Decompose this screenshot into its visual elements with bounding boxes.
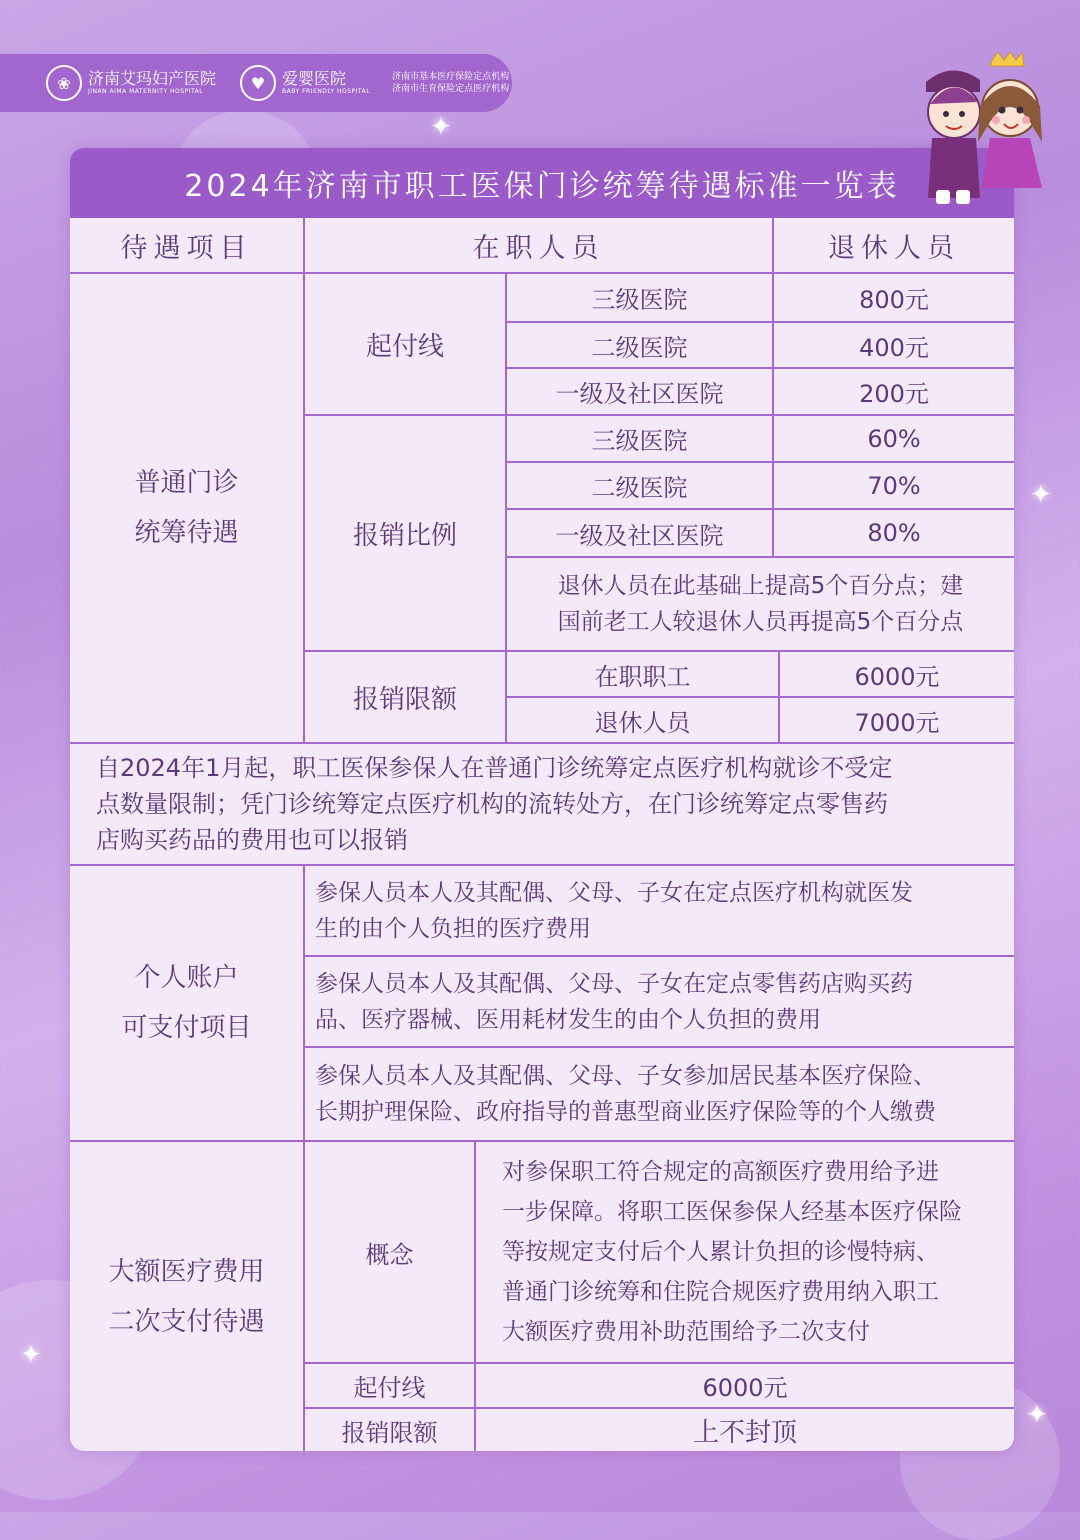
mascot-couple-illustration	[918, 52, 1050, 208]
concept-line: 一步保障。将职工医保参保人经基本医疗保险	[502, 1199, 962, 1225]
concept-label: 概念	[305, 1142, 476, 1364]
header-employed: 在职人员	[305, 218, 774, 274]
major-deductible-label: 起付线	[305, 1364, 476, 1409]
concept-text	[476, 1142, 1014, 1364]
concept-line: 普通门诊统筹和住院合规医疗费用纳入职工	[502, 1279, 939, 1305]
hospital2-english-name: BABY FRIENDLY HOSPITAL	[282, 88, 371, 95]
hospital-header	[0, 54, 512, 112]
mascot-boy	[926, 70, 980, 204]
deductible-value: 800元	[774, 274, 1014, 323]
item-line-1: 参保人员本人及其配偶、父母、子女在定点零售药店购买药	[315, 970, 913, 997]
item-line-2: 品、医疗器械、医用耗材发生的由个人负担的费用	[315, 1006, 821, 1033]
major-deductible-value: 6000元	[476, 1364, 1014, 1409]
item-line-2: 生的由个人负担的医疗费用	[315, 915, 591, 942]
ratio-value: 70%	[774, 463, 1014, 510]
certification-line-2: 济南市生育保险定点医疗机构	[392, 84, 510, 94]
certification-line-1: 济南市基本医疗保险定点机构	[392, 72, 510, 82]
personal-account-item	[305, 957, 1014, 1048]
major-limit-value: 上不封顶	[692, 1417, 797, 1448]
header-retired: 退休人员	[774, 218, 1014, 274]
deductible-value: 400元	[774, 323, 1014, 369]
concept-line: 对参保职工符合规定的高额医疗费用给予进	[502, 1159, 939, 1185]
crown-icon	[990, 52, 1024, 66]
notice-line-1: 自2024年1月起，职工医保参保人在普通门诊统筹定点医疗机构就诊不受定	[96, 754, 893, 782]
notice-line-2: 点数量限制；凭门诊统筹定点医疗机构的流转处方，在门诊统筹定点零售药	[96, 790, 888, 818]
ratio-value: 60%	[774, 416, 1014, 463]
personal-account-label-line-2: 可支付项目	[121, 1013, 252, 1043]
reimbursement-limit-label: 报销限额	[305, 652, 507, 744]
concept-line: 等按规定支付后个人累计负担的诊慢特病、	[502, 1239, 939, 1265]
hospital2-logo	[240, 65, 370, 101]
hospital1-name: 济南艾玛妇产医院	[88, 69, 217, 88]
sparkle-icon: ✦	[1026, 1400, 1048, 1430]
item-line-1: 参保人员本人及其配偶、父母、子女参加居民基本医疗保险、	[315, 1063, 936, 1089]
hospital1-emblem-icon: ❀	[46, 65, 82, 101]
baby-friendly-emblem-icon: ♥	[240, 65, 276, 101]
major-label-line-2: 二次支付待遇	[108, 1306, 265, 1337]
item-line-1: 参保人员本人及其配偶、父母、子女在定点医疗机构就医发	[315, 879, 913, 906]
deductible-level: 三级医院	[507, 274, 774, 323]
ratio-level: 二级医院	[507, 463, 774, 510]
personal-account-label-line-1: 个人账户	[134, 963, 239, 993]
major-limit-label: 报销限额	[305, 1409, 476, 1451]
header-benefit-item: 待遇项目	[70, 218, 305, 274]
personal-account-label	[70, 866, 305, 1142]
hospital1-english-name: JINAN AIMA MATERNITY HOSPITAL	[88, 88, 204, 95]
ratio-note-line-1: 退休人员在此基础上提高5个百分点；建	[557, 573, 964, 599]
sparkle-icon: ✦	[20, 1340, 42, 1370]
deductible-label: 起付线	[305, 274, 507, 416]
hospital2-name: 爱婴医院	[282, 69, 347, 88]
reimbursement-ratio-label: 报销比例	[305, 416, 507, 652]
table-title: 2024年济南市职工医保门诊统筹待遇标准一览表	[70, 148, 1014, 218]
limit-type: 退休人员	[507, 698, 780, 744]
hospital1-logo	[46, 65, 216, 101]
ratio-level: 三级医院	[507, 416, 774, 463]
deductible-level: 二级医院	[507, 323, 774, 369]
limit-type: 在职职工	[507, 652, 780, 698]
deductible-level: 一级及社区医院	[507, 369, 774, 416]
mascot-girl	[978, 80, 1042, 188]
ratio-note	[507, 558, 1014, 652]
major-label-line-1: 大额医疗费用	[108, 1256, 265, 1287]
major-medical-label	[70, 1142, 305, 1451]
ratio-level: 一级及社区医院	[507, 510, 774, 558]
sparkle-icon: ✦	[430, 112, 452, 142]
benefits-table	[70, 148, 1014, 1451]
personal-account-item	[305, 1048, 1014, 1142]
concept-line: 大额医疗费用补助范围给予二次支付	[502, 1319, 870, 1345]
limit-value: 6000元	[780, 652, 1014, 698]
general-label-line-2: 统筹待遇	[134, 518, 239, 548]
notice-line-3: 店购买药品的费用也可以报销	[96, 826, 408, 854]
limit-value: 7000元	[780, 698, 1014, 744]
deductible-value: 200元	[774, 369, 1014, 416]
policy-notice	[70, 744, 1014, 866]
item-line-2: 长期护理保险、政府指导的普惠型商业医疗保险等的个人缴费	[315, 1099, 936, 1125]
sparkle-icon: ✦	[1030, 480, 1052, 510]
personal-account-item	[305, 866, 1014, 957]
certification-text	[392, 71, 509, 95]
ratio-note-line-2: 国前老工人较退休人员再提高5个百分点	[557, 609, 964, 635]
general-label-line-1: 普通门诊	[134, 468, 239, 498]
ratio-value: 80%	[774, 510, 1014, 558]
general-outpatient-label	[70, 274, 305, 744]
